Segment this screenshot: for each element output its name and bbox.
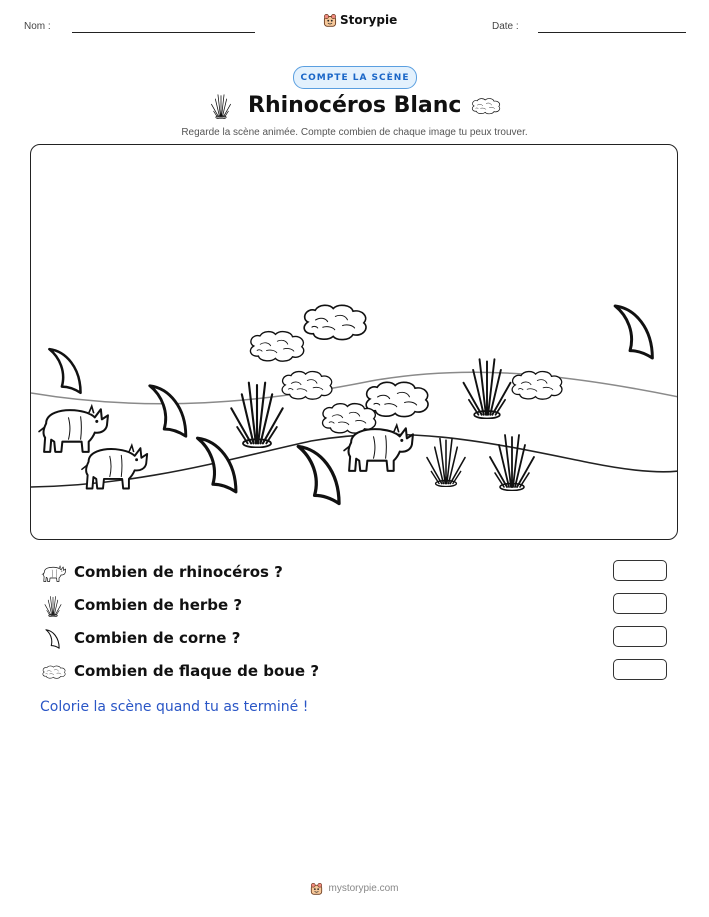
brand-logo — [323, 13, 397, 27]
horn — [615, 306, 652, 358]
answer-box-rhino[interactable] — [613, 560, 667, 581]
storypie-mascot-icon — [323, 13, 337, 27]
question-grass: Combien de herbe ? — [74, 596, 243, 614]
question-horn: Combien de corne ? — [74, 629, 241, 647]
worksheet-tag: COMPTE LA SCÈNE — [293, 66, 417, 89]
mud-puddle-title-icon — [470, 95, 502, 117]
storypie-mascot-icon — [310, 882, 323, 895]
horn-icon — [43, 628, 63, 650]
mud-puddle — [366, 382, 428, 416]
horn — [49, 349, 80, 393]
scene-illustration — [31, 145, 678, 540]
instructions: Regarde la scène animée. Compte combien de chaque image tu peux trouver. — [181, 127, 528, 138]
closing-note: Colorie la scène quand tu as terminé ! — [40, 699, 309, 715]
mud-puddle — [250, 332, 303, 362]
mud-puddle-icon — [41, 664, 67, 680]
grass — [231, 383, 282, 448]
mud-puddle — [282, 372, 332, 400]
answer-box-grass[interactable] — [613, 593, 667, 614]
question-mud-puddle: Combien de flaque de boue ? — [74, 662, 320, 680]
rhino-icon — [41, 563, 67, 583]
rhino — [39, 406, 108, 452]
answer-box-mud-puddle[interactable] — [613, 659, 667, 680]
rhino — [82, 445, 147, 488]
name-label: Nom : — [24, 21, 51, 32]
footer-site[interactable]: mystorypie.com — [328, 883, 399, 894]
date-field[interactable] — [538, 32, 686, 33]
horn — [298, 446, 339, 503]
grass — [490, 435, 534, 491]
name-field[interactable] — [72, 32, 255, 33]
grass — [464, 359, 511, 418]
mud-puddle — [512, 372, 562, 400]
scene-frame — [30, 144, 678, 540]
grass — [427, 438, 465, 486]
mud-puddle — [304, 305, 366, 339]
grass-title-icon — [209, 93, 233, 119]
answer-box-horn[interactable] — [613, 626, 667, 647]
brand-name: Storypie — [340, 13, 398, 27]
back-hill-line — [31, 372, 678, 404]
page-title: Rhinocéros Blanc — [248, 93, 462, 118]
date-label: Date : — [492, 21, 519, 32]
question-rhino: Combien de rhinocéros ? — [74, 563, 283, 581]
grass-icon — [43, 595, 63, 617]
footer — [0, 882, 709, 895]
horn — [150, 386, 186, 436]
